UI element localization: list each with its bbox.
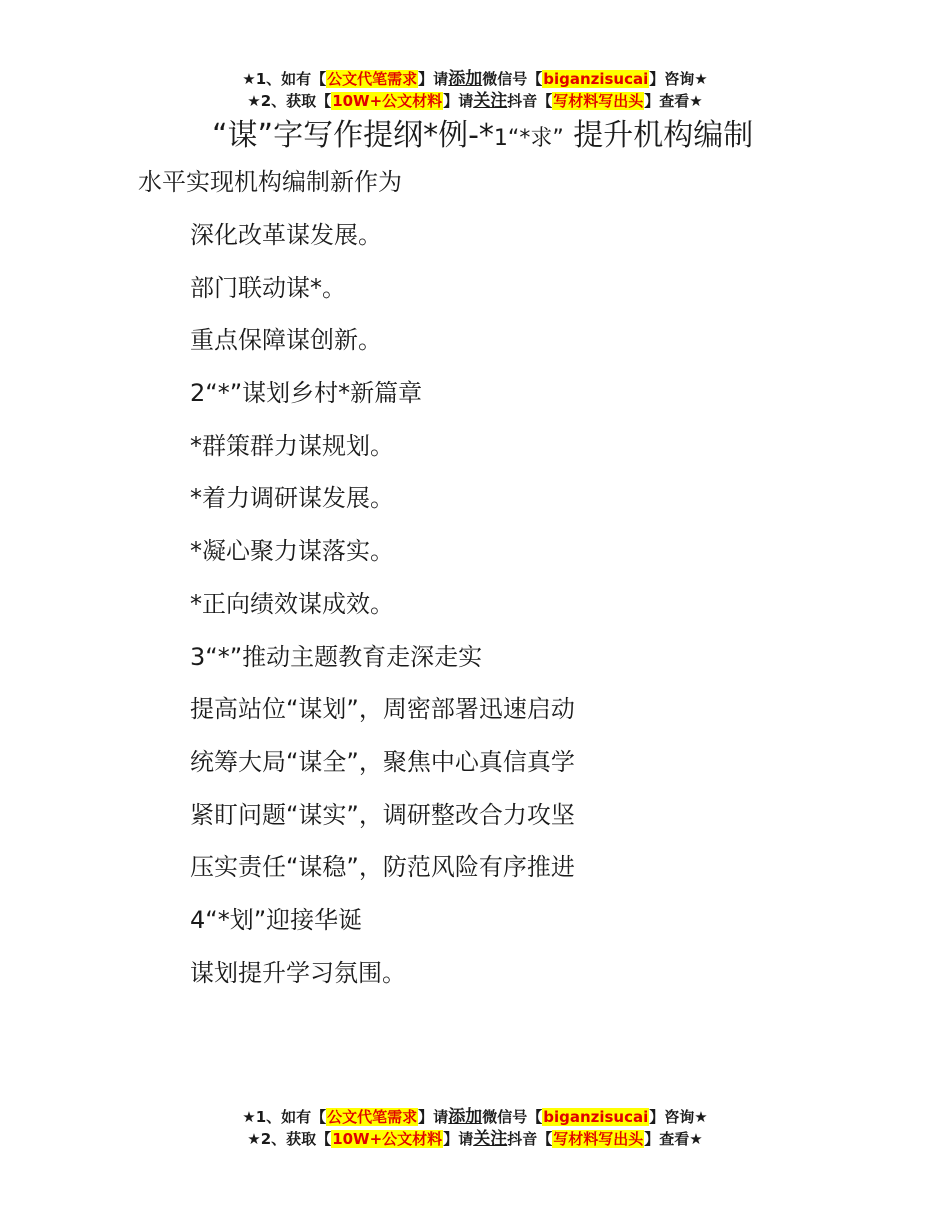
header-line-2-text-a: ★2、获取【 — [247, 92, 332, 110]
footer-line-2-underline-follow: 关注 — [473, 1129, 508, 1149]
outline-list — [190, 216, 575, 1006]
outline-item: 统筹大局“谋全”，聚焦中心真信真学 — [190, 747, 575, 776]
document-title-small: 1“*求” — [493, 126, 564, 151]
outline-item: 压实责任“谋稳”，防范风险有序推进 — [190, 853, 575, 882]
footer-line-2-text-b: 】请 — [443, 1130, 474, 1148]
header-line-1-highlight-wechat: biganzisucai — [543, 70, 649, 88]
header-line-1-highlight-service: 公文代笔需求 — [327, 70, 418, 88]
footer-line-1-highlight-service: 公文代笔需求 — [327, 1108, 418, 1126]
footer-line-2-text-a: ★2、获取【 — [247, 1130, 332, 1148]
footer-line-2-highlight-douyin: 写材料写出头 — [553, 1130, 644, 1148]
header-line-1 — [0, 68, 950, 90]
header-line-2-underline-follow: 关注 — [473, 91, 508, 111]
footer-line-2-text-c: 抖音【 — [507, 1130, 553, 1148]
outline-heading: 4“*划”迎接华诞 — [190, 905, 363, 934]
footer-line-1-text-c: 微信号【 — [482, 1108, 543, 1126]
outline-item: *凝心聚力谋落实。 — [190, 537, 394, 566]
outline-item: 紧盯问题“谋实”，调研整改合力攻坚 — [190, 800, 575, 829]
document-title-tail: 提升机构编制 — [573, 118, 754, 153]
header-line-2-text-b: 】请 — [443, 92, 474, 110]
outline-heading: 2“*”谋划乡村*新篇章 — [190, 379, 423, 408]
header-line-1-text-c: 微信号【 — [482, 70, 543, 88]
footer-line-1-text-a: ★1、如有【 — [242, 1108, 327, 1126]
header-line-2-text-d: 】查看★ — [644, 92, 703, 110]
footer-line-1-highlight-wechat: biganzisucai — [543, 1108, 649, 1126]
header-line-2 — [0, 90, 950, 112]
footer-line-2-highlight-materials: 10W+公文材料 — [332, 1130, 443, 1148]
footer-banner — [0, 1106, 950, 1150]
outline-item: 深化改革谋发展。 — [190, 221, 382, 249]
footer-line-1-text-d: 】咨询★ — [649, 1108, 708, 1126]
header-line-2-text-c: 抖音【 — [507, 92, 553, 110]
document-title-main: “谋”字写作提纲*例-* — [212, 118, 494, 153]
header-line-2-highlight-materials: 10W+公文材料 — [332, 92, 443, 110]
footer-line-1-underline-add: 添加 — [448, 1107, 483, 1127]
document-title — [212, 114, 932, 161]
outline-item: 重点保障谋创新。 — [190, 326, 382, 355]
footer-line-1-text-b: 】请 — [418, 1108, 449, 1126]
header-line-2-highlight-douyin: 写材料写出头 — [553, 92, 644, 110]
header-banner — [0, 68, 950, 112]
outline-item: *正向绩效谋成效。 — [190, 589, 394, 618]
outline-item: *群策群力谋规划。 — [190, 431, 394, 460]
header-line-1-text-d: 】咨询★ — [649, 70, 708, 88]
document-title-continuation: 水平实现机构编制新作为 — [138, 168, 402, 196]
header-line-1-text-b: 】请 — [418, 70, 449, 88]
footer-line-2 — [0, 1128, 950, 1150]
header-line-1-text-a: ★1、如有【 — [242, 70, 327, 88]
outline-item: 谋划提升学习氛围。 — [190, 958, 406, 987]
outline-item: 提高站位“谋划”，周密部署迅速启动 — [190, 695, 575, 724]
outline-heading: 3“*”推动主题教育走深走实 — [190, 642, 483, 671]
outline-item: *着力调研谋发展。 — [190, 484, 394, 513]
footer-line-1 — [0, 1106, 950, 1128]
header-line-1-underline-add: 添加 — [448, 69, 483, 89]
footer-line-2-text-d: 】查看★ — [644, 1130, 703, 1148]
outline-item: 部门联动谋*。 — [190, 273, 346, 302]
